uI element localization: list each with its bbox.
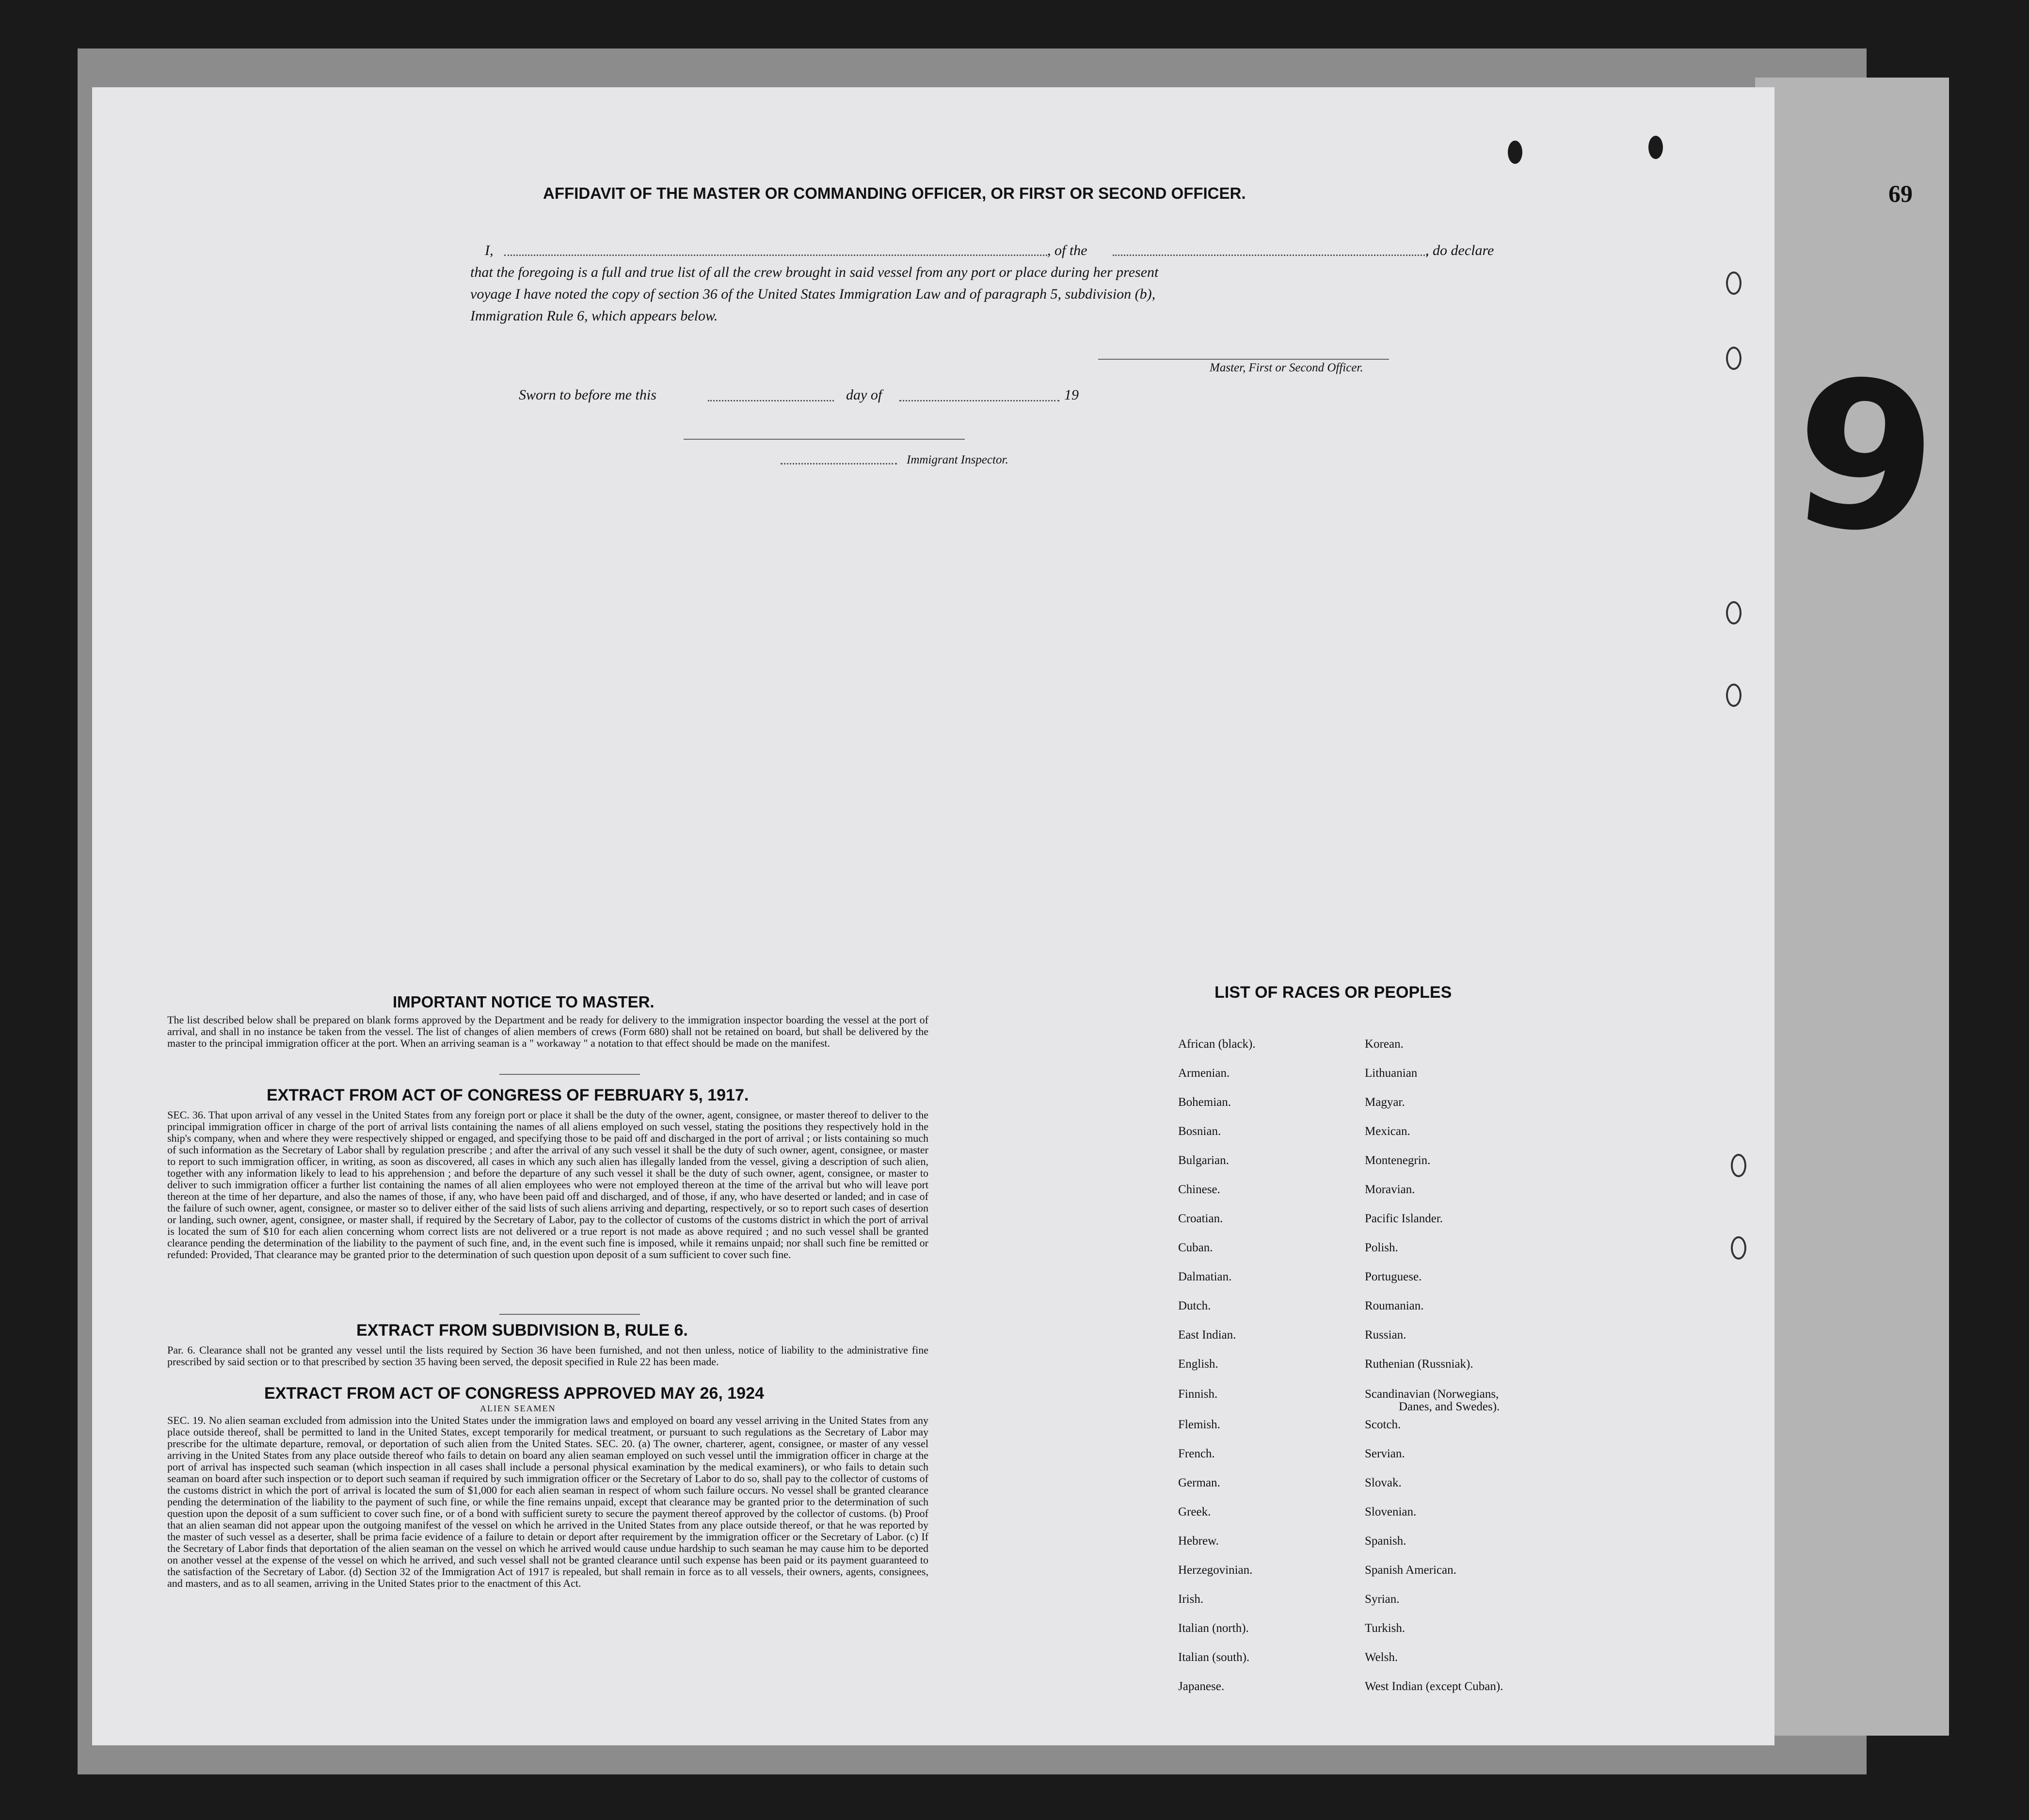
race-item: Roumanian. bbox=[1365, 1299, 1424, 1312]
race-item: African (black). bbox=[1178, 1038, 1256, 1051]
race-item: Russian. bbox=[1365, 1328, 1406, 1341]
affidavit-title: AFFIDAVIT OF THE MASTER OR COMMANDING OFFICER, OR FIRST OR SECOND OFFICER. bbox=[543, 184, 1246, 202]
punch-hole bbox=[1726, 601, 1741, 624]
race-item: Bohemian. bbox=[1178, 1096, 1231, 1109]
race-item: Welsh. bbox=[1365, 1651, 1398, 1664]
races-title: LIST OF RACES OR PEOPLES bbox=[1214, 983, 1452, 1002]
inspector-name-blank bbox=[781, 463, 897, 464]
race-item: Syrian. bbox=[1365, 1593, 1400, 1606]
punch-hole bbox=[1508, 141, 1522, 164]
race-item: Finnish. bbox=[1178, 1388, 1218, 1401]
extract-1917-title: EXTRACT FROM ACT OF CONGRESS OF FEBRUARY 5, 1917. bbox=[267, 1086, 749, 1104]
race-item: Moravian. bbox=[1365, 1183, 1415, 1196]
race-item: French. bbox=[1178, 1447, 1215, 1460]
race-item: Korean. bbox=[1365, 1038, 1404, 1051]
inspector-signature-line bbox=[684, 439, 965, 440]
master-signature-line bbox=[1098, 359, 1389, 360]
sworn-day-blank bbox=[708, 400, 834, 401]
inspector-label: Immigrant Inspector. bbox=[907, 453, 1008, 466]
race-item: Chinese. bbox=[1178, 1183, 1220, 1196]
race-item: English. bbox=[1178, 1357, 1218, 1371]
race-item: Portuguese. bbox=[1365, 1270, 1422, 1283]
race-item: Magyar. bbox=[1365, 1096, 1405, 1109]
page-number: 69 bbox=[1888, 180, 1913, 207]
master-signature-label: Master, First or Second Officer. bbox=[1210, 361, 1363, 374]
race-item: Montenegrin. bbox=[1365, 1154, 1431, 1167]
year-label: 19 bbox=[1064, 387, 1079, 403]
declarant-name-blank bbox=[504, 255, 1047, 256]
race-item: Scandinavian (Norwegians, bbox=[1365, 1388, 1499, 1401]
race-item: Herzegovinian. bbox=[1178, 1564, 1253, 1577]
affidavit-line-3: Immigration Rule 6, which appears below. bbox=[470, 308, 718, 324]
affidavit-line-2: voyage I have noted the copy of section 36 of the United States Immigration Law and of paragraph 5, subdivision (b), bbox=[470, 286, 1156, 302]
sworn-label: Sworn to before me this bbox=[519, 387, 656, 403]
race-item: Italian (north). bbox=[1178, 1622, 1249, 1635]
form-page bbox=[92, 87, 1774, 1745]
section-divider bbox=[499, 1314, 640, 1315]
race-item: Ruthenian (Russniak). bbox=[1365, 1357, 1473, 1371]
handwritten-page-mark: 9 bbox=[1782, 333, 1948, 583]
race-item: Bulgarian. bbox=[1178, 1154, 1229, 1167]
punch-hole bbox=[1726, 684, 1741, 707]
vessel-name-blank bbox=[1113, 255, 1428, 256]
race-item: Croatian. bbox=[1178, 1212, 1223, 1225]
race-item: Greek. bbox=[1178, 1505, 1211, 1518]
race-item: Irish. bbox=[1178, 1593, 1204, 1606]
race-item: Spanish American. bbox=[1365, 1564, 1456, 1577]
punch-hole bbox=[1731, 1236, 1746, 1260]
extract-1924-title: EXTRACT FROM ACT OF CONGRESS APPROVED MAY 26, 1924 bbox=[264, 1384, 764, 1403]
punch-hole bbox=[1731, 1154, 1746, 1177]
extract-1917-body: SEC. 36. That upon arrival of any vessel in the United States from any foreign port or place it shall be the duty of the owner, agent, consignee, or master thereof to deliver to the principal immigration officer in charge of the port of arrival lists containing the names of all aliens employed on such vessel, stating the positions they respectively hold in the ship's company, when and where they were respectively shipped or engaged, and specifying those to be paid off and discharged in the port of arrival ; or lists containing so much of such information as the Secretary of Labor shall by regulation prescribe ; and after the arrival of any such vessel it shall be the duty of such owner, agent, consignee, or master to report to such immigration officer, in writing, as soon as discovered, all cases in which any such alien has illegally landed from the vessel, giving a description of such alien, together with any information likely to lead to his apprehension ; and before the departure of any such vessel it shall be the duty of such owner, agent, consignee, or master to deliver to such immigration officer a further list containing the names of all alien employees who were not employed thereon at the time of the arrival but who will leave port thereon at the time of her departure, and also the names of those, if any, who have been paid off and discharged, and of those, if any, who have deserted or landed; and in case of the failure of such owner, agent, consignee, or master so to deliver either of the said lists of such aliens arriving and departing, respectively, or so to report such cases of desertion or landing, such owner, agent, consignee, or master shall, if required by the Secretary of Labor, pay to the collector of customs of the customs district in which the port of arrival is located the sum of $10 for each alien concerning whom correct lists are not delivered or a true report is not made as above required ; and no such vessel shall be granted clearance pending the determination of the liability to the payment of such fine, and, in the event such fine is imposed, while it remains unpaid; nor shall such fine be remitted or refunded: Provided, That clearance may be granted prior to the determination of such question upon deposit of a sum sufficient to cover such fine. bbox=[167, 1109, 928, 1261]
punch-hole bbox=[1726, 347, 1741, 370]
race-item: Italian (south). bbox=[1178, 1651, 1250, 1664]
punch-hole bbox=[1726, 271, 1741, 295]
day-of-label: day of bbox=[846, 387, 882, 403]
race-item: Polish. bbox=[1365, 1241, 1398, 1254]
notice-title: IMPORTANT NOTICE TO MASTER. bbox=[393, 993, 655, 1011]
race-item: West Indian (except Cuban). bbox=[1365, 1680, 1503, 1693]
race-item: East Indian. bbox=[1178, 1328, 1236, 1341]
race-item: Bosnian. bbox=[1178, 1125, 1221, 1138]
notice-body: The list described below shall be prepared on blank forms approved by the Department and be ready for delivery to the immigration inspector boarding the vessel at the port of arrival, and shall in no instance be taken from the vessel. The list of changes of alien members of crews (Form 680) shall not be retained on board, but shall be delivered by the master to the principal immigration officer at the port. When an arriving seaman is a " workaway " a notation to that effect should be made on the manifest. bbox=[167, 1014, 928, 1049]
race-item: Pacific Islander. bbox=[1365, 1212, 1443, 1225]
race-item: Slovak. bbox=[1365, 1476, 1402, 1489]
race-item: German. bbox=[1178, 1476, 1220, 1489]
race-item: Dalmatian. bbox=[1178, 1270, 1232, 1283]
race-item: Lithuanian bbox=[1365, 1067, 1418, 1080]
extract-rule6-body: Par. 6. Clearance shall not be granted any vessel until the lists required by Section 36 have been furnished, and not then unless, notice of liability to the administrative fine prescribed by said section or to that prescribed by section 35 having been served, the deposit specified in Rule 22 has been made. bbox=[167, 1344, 928, 1368]
affidavit-line-1: that the foregoing is a full and true list of all the crew brought in said vessel from any port or place during her present bbox=[470, 264, 1159, 280]
section-divider bbox=[499, 1074, 640, 1075]
race-item: Mexican. bbox=[1365, 1125, 1410, 1138]
affidavit-i-label: I, bbox=[485, 242, 494, 258]
race-item: Slovenian. bbox=[1365, 1505, 1417, 1518]
extract-1924-body: SEC. 19. No alien seaman excluded from admission into the United States under the immigration laws and employed on board any vessel arriving in the United States from any place outside thereof, shall be permitted to land in the United States, except temporarily for medical treatment, or pursuant to such regulations as the Secretary of Labor may prescribe for the ultimate departure, removal, or deportation of such alien from the United States. SEC. 20. (a) The owner, charterer, agent, consignee, or master of any vessel arriving in the United States from any place outside thereof who fails to detain on board any alien seaman employed on such vessel until the immigration officer in charge at the port of arrival has inspected such seaman (which inspection in all cases shall include a personal physical examination by the medical examiners), or who fails to detain such seaman on board after such inspection or to deport such seaman if required by such immigration officer or the Secretary of Labor to do so, shall pay to the collector of customs of the customs district in which the port of arrival is located the sum of $1,000 for each alien seaman in respect of whom such failure occurs. No vessel shall be granted clearance pending the determination of the liability to the payment of such fine, or while the fine remains unpaid, except that clearance may be granted prior to the determination of such question upon the deposit of a sum sufficient to cover such fine, or of a bond with sufficient surety to secure the payment thereof approved by the collector of customs. (b) Proof that an alien seaman did not appear upon the outgoing manifest of the vessel on which he arrived in the United States from any place outside thereof, or that he was reported by the master of such vessel as a deserter, shall be prima facie evidence of a failure to detain or deport after requirement by the immigration officer or the Secretary of Labor. (c) If the Secretary of Labor finds that deportation of the alien seaman on the vessel on which he arrived would cause undue hardship to such seaman he may cause him to be deported on another vessel at the expense of the vessel on which he arrived, and such vessel shall not be granted clearance until such expense has been paid or its payment guaranteed to the satisfaction of the Secretary of Labor. (d) Section 32 of the Immigration Act of 1917 is repealed, but shall remain in force as to all vessels, their owners, agents, consignees, and masters, and as to all seamen, arriving in the United States prior to the enactment of this Act. bbox=[167, 1414, 928, 1589]
affidavit-of-the-label: , of the bbox=[1047, 242, 1087, 258]
affidavit-declare-label: , do declare bbox=[1425, 242, 1494, 258]
race-item: Turkish. bbox=[1365, 1622, 1406, 1635]
race-item: Spanish. bbox=[1365, 1534, 1406, 1548]
sworn-month-blank bbox=[899, 400, 1059, 401]
race-item: Cuban. bbox=[1178, 1241, 1213, 1254]
race-item: Servian. bbox=[1365, 1447, 1405, 1460]
race-item-continuation: Danes, and Swedes). bbox=[1399, 1400, 1500, 1413]
extract-1924-subtitle: ALIEN SEAMEN bbox=[480, 1404, 556, 1413]
punch-hole bbox=[1648, 136, 1663, 159]
extract-rule6-title: EXTRACT FROM SUBDIVISION B, RULE 6. bbox=[356, 1321, 688, 1340]
race-item: Japanese. bbox=[1178, 1680, 1225, 1693]
race-item: Scotch. bbox=[1365, 1418, 1401, 1431]
race-item: Armenian. bbox=[1178, 1067, 1230, 1080]
race-item: Flemish. bbox=[1178, 1418, 1220, 1431]
race-item: Hebrew. bbox=[1178, 1534, 1219, 1548]
adjacent-page-edge bbox=[1755, 78, 1949, 1736]
race-item: Dutch. bbox=[1178, 1299, 1211, 1312]
